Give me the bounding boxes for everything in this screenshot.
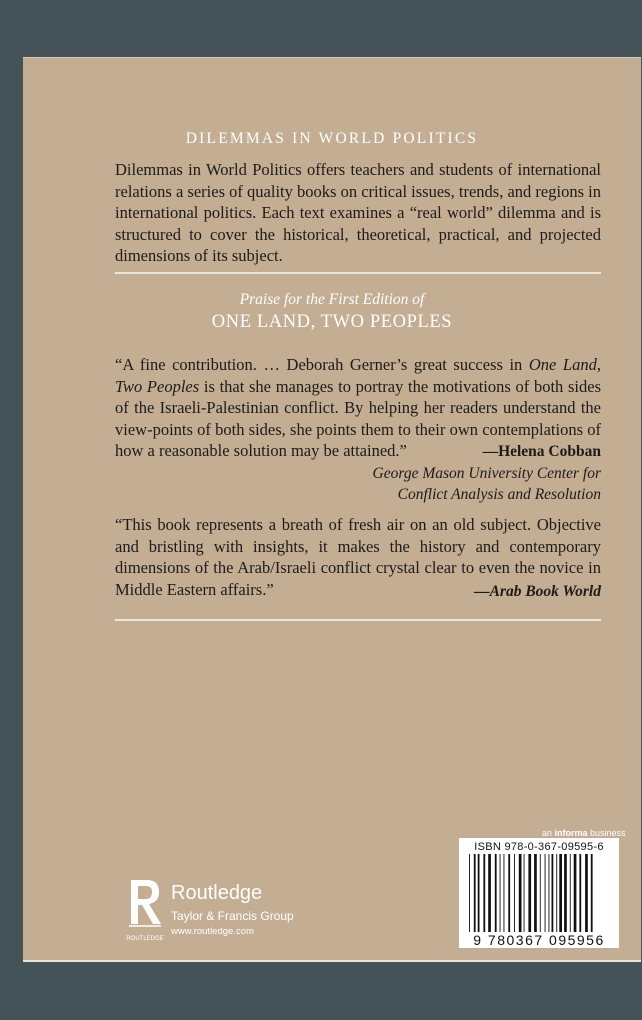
informa-suffix: business [587,828,626,838]
attribution-cobban [115,441,601,506]
routledge-vertical-text: ROUTLEDGE [126,936,164,942]
informa-brand: informa [554,828,588,838]
publisher-name: Routledge [171,882,263,904]
quote-cobban-author: —Helena Cobban [482,443,601,460]
quote-cobban-affiliation-2: Conflict Analysis and Resolution [397,486,601,503]
routledge-r-icon [125,878,165,942]
praise-intro: Praise for the First Edition of [239,291,425,308]
barcode-bars [468,854,610,932]
divider-top [115,272,601,274]
ean-digits: 9 780367 095956 [473,932,605,948]
praise-book-title: ONE LAND, TWO PEOPLES [211,312,453,332]
quote-arab-book-world: “This book represents a breath of fresh air on an old subject. Objective and bristling with insights, it makes the history and contemporary dimensions of the Arab/Israeli conflict crystal clear to even the novice in Middle Eastern affairs.” [115,515,601,599]
back-cover [23,58,641,962]
quote-cobban-affiliation-1: George Mason University Center for [372,464,601,482]
publisher-group: Taylor & Francis Group [171,909,294,923]
publisher-logo [125,878,325,948]
series-title: DILEMMAS IN WORLD POLITICS [185,130,479,147]
series-description: Dilemmas in World Politics offers teachers and students of international relations a series of quality books on critical issues, trends, and regions in international politics. Each text examines a “real world” dilemma and is structured to cover the historical, theoretical, practical, and projected dimensions of its subject. [115,160,601,265]
informa-prefix: an [542,828,555,838]
quote-arab-book-world-author: —Arab Book World [474,583,601,600]
divider-bottom [115,619,601,621]
isbn-label: ISBN 978-0-367-09595-6 [474,841,604,853]
quote-cobban-after: is that she manages to portray the motivations of both sides of the Israeli-Palestinian conflict. By helping her readers understand the view-points of both sides, she points them to their own contemplations of how a reasonable solution may be attained.” [115,376,601,460]
informa-tagline [542,828,626,838]
publisher-url: www.routledge.com [171,926,254,937]
quote-cobban-book-title: One Land, Two Peoples [115,355,601,396]
isbn-barcode [459,838,619,948]
quote-cobban-before: “A fine contribution. … Deborah Gerner’s great success in [115,355,529,374]
